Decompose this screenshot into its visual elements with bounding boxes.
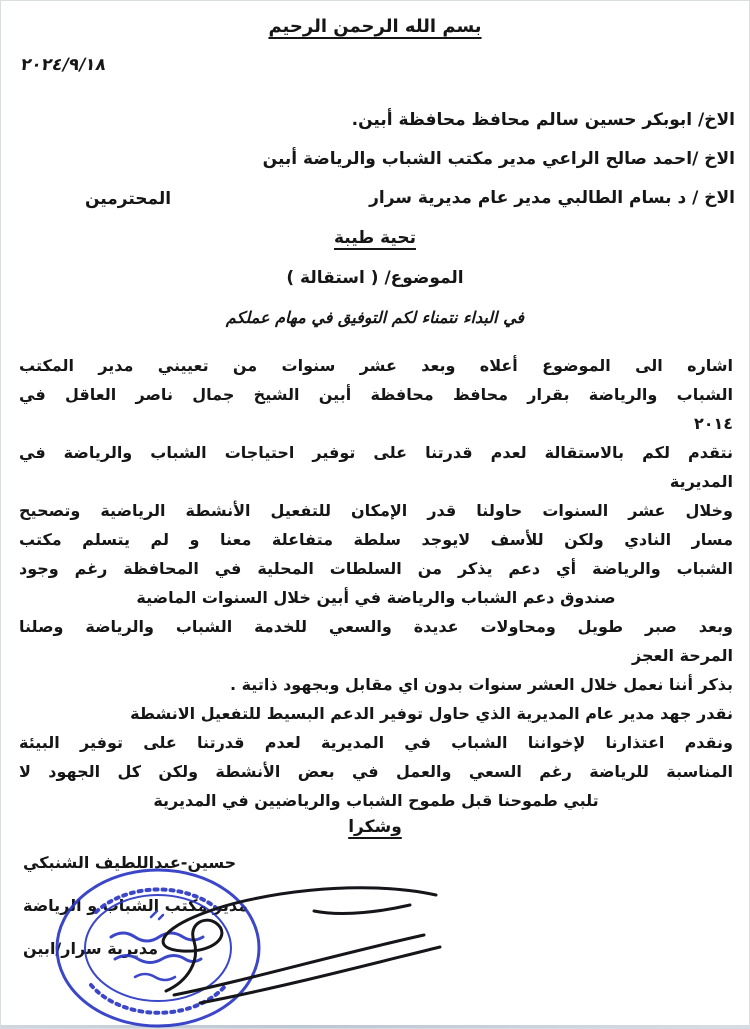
- letter-date: ٢٠٢٤/٩/١٨: [19, 55, 108, 75]
- closing-row: [1, 817, 749, 837]
- body-line: نقدر جهد مدير عام المديرية الذي حاول توفير الدعم البسيط للتفعيل الانشطة: [130, 704, 733, 723]
- signatory-title: مدير مكتب الشباب و الرياضة: [23, 896, 249, 915]
- signatory-office: مديرية سرار/ابين: [23, 939, 159, 958]
- basmala-header: [1, 16, 749, 37]
- greeting-row: [1, 228, 749, 248]
- body-line: وبعد صبر طويل ومحاولات عديدة والسعي للخدمة الشباب والرياضة وصلنا: [19, 617, 733, 636]
- honorific-label: المحترمين: [85, 189, 172, 209]
- recipient-governor: الاخ/ ابوبكر حسين سالم محافظ محافظة أبين.: [351, 110, 735, 130]
- letter-body: [19, 351, 733, 815]
- body-line: ٢٠١٤: [693, 414, 733, 433]
- subject-row: [1, 268, 749, 288]
- body-line: تلبي طموحنا قبل طموح الشباب والرياضيين في المديرية: [153, 791, 599, 810]
- body-line: المناسبة للرياضة رغم السعي والعمل في بعض الأنشطة ولكن كل الجهود لا: [19, 762, 733, 781]
- body-line: وخلال عشر السنوات حاولنا قدر الإمكان للتفعيل الأنشطة الرياضية وتصحيح: [19, 501, 733, 520]
- recipient-district-director: الاخ / د بسام الطالبي مدير عام مديرية سرار: [369, 188, 735, 208]
- body-line: مسار النادي ولكن للأسف لايوجد سلطة متفاعلة معنا و لم يتسلم مكتب: [19, 530, 733, 549]
- opening-wish-text: في البداء نتمناء لكم التوفيق في مهام عملكم: [225, 308, 525, 327]
- greeting-text: تحية طيبة: [333, 228, 416, 248]
- body-line: المرحة العجز: [632, 646, 733, 665]
- handwritten-signature: [104, 877, 444, 1007]
- body-line: نتقدم لكم بالاستقالة لعدم قدرتنا على توفير احتياجات الشباب والرياضة في: [19, 443, 733, 462]
- closing-text: وشكرا: [348, 817, 402, 837]
- opening-wish-row: [1, 308, 749, 327]
- basmala-text: بسم الله الرحمن الرحيم: [268, 16, 482, 37]
- body-line: الشباب والرياضة أي دعم يذكر من السلطات المحلية في المحافظة رغم وجود: [19, 559, 733, 578]
- body-line: بذكر أننا نعمل خلال العشر سنوات بدون اي مقابل وبجهود ذاتية .: [229, 675, 733, 694]
- body-line: ونقدم اعتذارنا لإخواننا الشباب في المديرية لعدم قدرتنا على توفير البيئة: [19, 733, 733, 752]
- signatory-name: حسين-عبداللطيف الشنبكي: [23, 853, 237, 872]
- body-line: الشباب والرياضة بقرار محافظ محافظة أبين الشيخ جمال ناصر العاقل في: [19, 385, 733, 404]
- body-line: صندوق دعم الشباب والرياضة في أبين خلال السنوات الماضية: [136, 588, 616, 607]
- recipient-office-director: الاخ /احمد صالح الراعي مدير مكتب الشباب والرياضة أبين: [262, 149, 735, 169]
- subject-text: الموضوع/ ( استقالة ): [286, 268, 464, 288]
- recipients-block: [263, 101, 735, 218]
- body-line: اشاره الى الموضوع أعلاه وبعد عشر سنوات من تعييني مدير المكتب: [19, 356, 733, 375]
- body-line: المديرية: [669, 472, 733, 491]
